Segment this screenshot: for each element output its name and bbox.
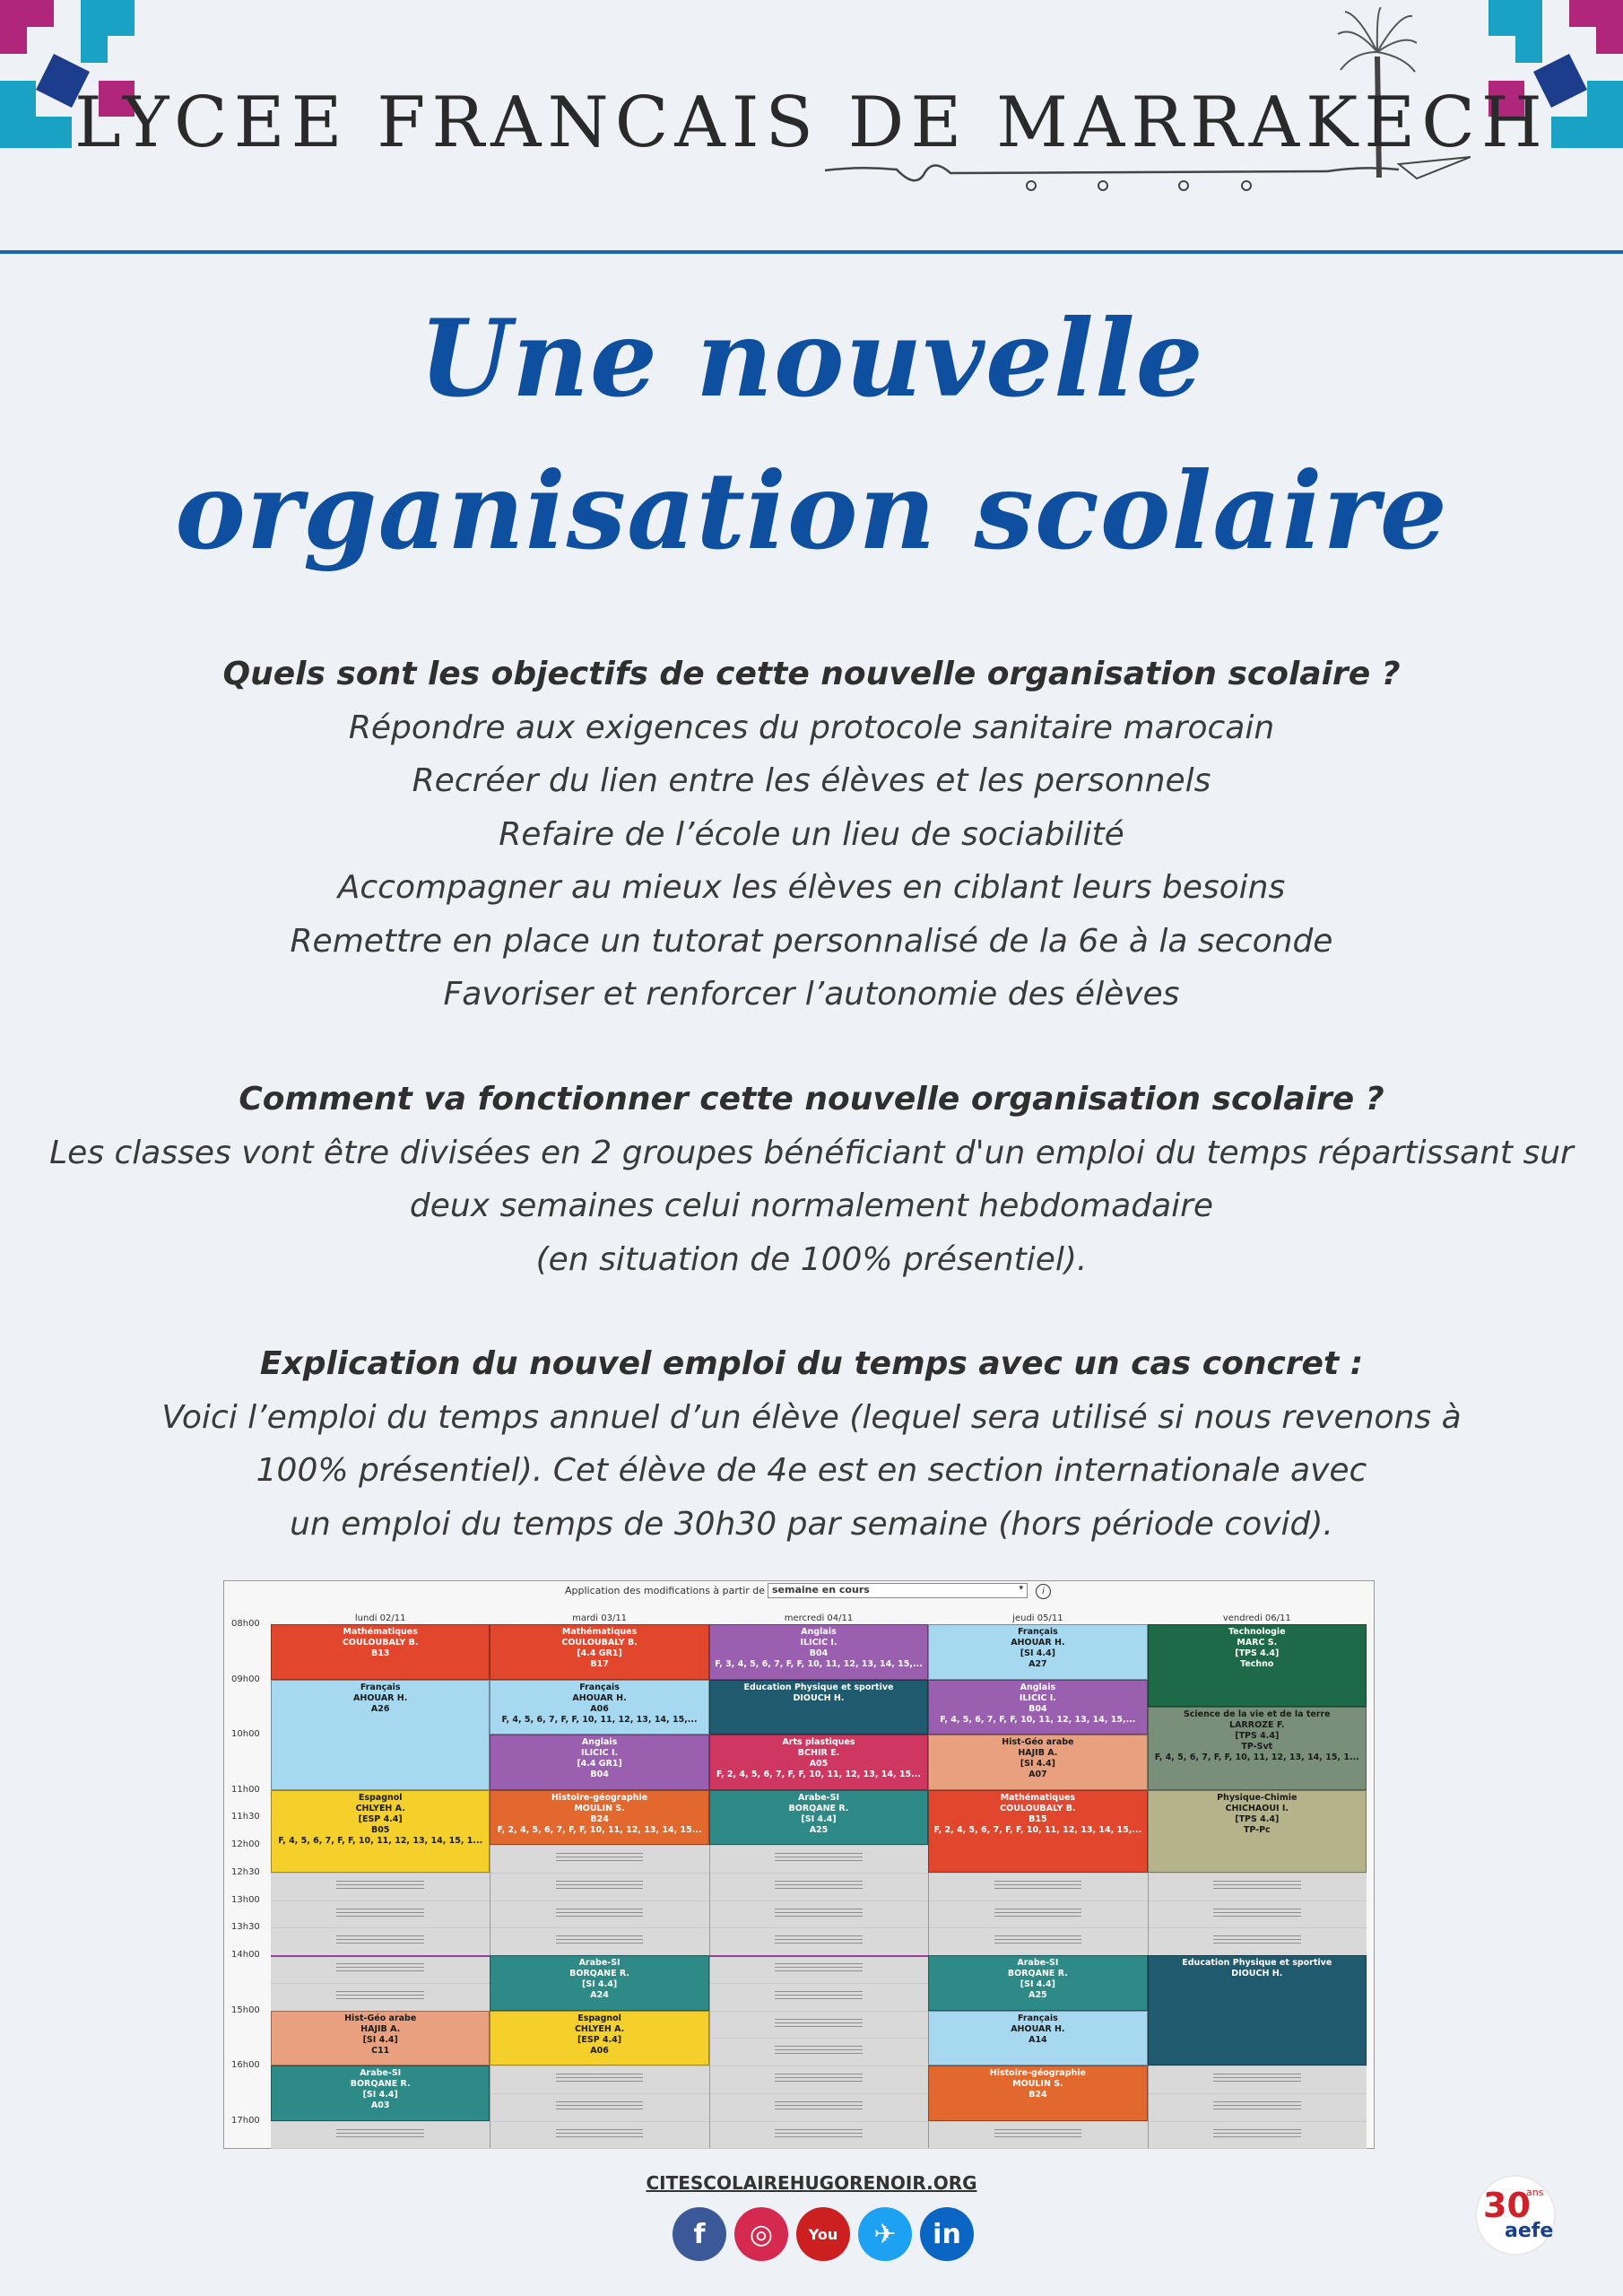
course-block-line: A03 [370,2100,390,2110]
course-block-line: BCHIR E. [797,1748,840,1758]
course-block-line: F, 3, 4, 5, 6, 7, F, F, 10, 11, 12, 13, 14, 15,... [715,1659,923,1669]
time-label: 12h30 [231,1866,260,1877]
course-block-line: A06 [590,2045,609,2056]
course-block-line: A24 [590,1990,609,2000]
decorative-flourish [825,148,1471,202]
time-label: 17h00 [231,2115,260,2126]
facebook-icon[interactable]: f [673,2207,726,2261]
empty-slot [1148,1927,1367,1955]
example-line: Voici l’emploi du temps annuel d’un élève (lequel sera utilisé si nous revenons à [161,1398,1462,1436]
time-label: 16h00 [231,2060,260,2070]
course-block-line: [SI 4.4] [362,2090,398,2100]
empty-slot [709,1983,928,2011]
course-block-line: LARROZE F. [1229,1720,1285,1731]
day-header: mardi 03/11 [572,1613,628,1623]
empty-slot [709,1927,928,1955]
course-block-line: B04 [590,1770,609,1779]
course-block[interactable] [1148,1790,1367,1873]
course-block-line: DIOUCH H. [793,1692,845,1703]
time-label: 08h00 [231,1619,260,1629]
course-block-line: HAJIB A. [1018,1748,1058,1758]
course-block-line: Hist-Géo arabe [1002,1737,1074,1747]
course-block-line: MOULIN S. [1012,2079,1063,2089]
logo-brand: aefe [1505,2220,1554,2242]
course-block-line: Arabe-SI [1017,1958,1059,1968]
empty-slot [1148,2066,1367,2093]
course-block[interactable] [928,1680,1147,1735]
course-block-line: A26 [370,1703,390,1714]
empty-slot [709,1955,928,1983]
empty-slot [490,1845,708,1873]
example-line: 100% présentiel). Cet élève de 4e est en section internationale avec [256,1452,1367,1489]
course-block-line: CHLYEH A. [574,2023,625,2034]
course-block[interactable] [928,1955,1147,2011]
objective-line: Répondre aux exigences du protocole sanitaire marocain [348,709,1275,746]
empty-slot [1148,1900,1367,1928]
course-block-line: DIOUCH H. [1231,1969,1283,1979]
twitter-icon[interactable]: ✈ [858,2207,912,2261]
course-block-line: Arabe-SI [360,2068,402,2078]
course-block-line: MARC S. [1237,1638,1278,1648]
course-block-line: B13 [370,1648,390,1658]
course-block-line: A14 [1028,2034,1047,2045]
course-block-line: Education Physique et sportive [743,1682,894,1692]
course-block-line: F, 2, 4, 5, 6, 7, F, F, 10, 11, 12, 13, 14, 15,... [933,1824,1142,1835]
course-block[interactable] [1148,1624,1367,1707]
objective-line: Accompagner au mieux les élèves en ciblant leurs besoins [337,869,1286,906]
course-block-line: Physique-Chimie [1217,1792,1298,1803]
course-block-line: Science de la vie et de la terre [1183,1709,1331,1720]
time-label: 13h00 [231,1894,260,1905]
course-block-line: TP-Svt [1241,1742,1273,1752]
time-label: 15h00 [231,2005,260,2015]
website-link[interactable]: CITESCOLAIREHUGORENOIR.ORG [646,2172,977,2194]
course-block-line: Technologie [1228,1627,1286,1637]
empty-slot [709,2093,928,2121]
course-block-line: Arabe-SI [797,1792,839,1803]
time-label: 11h00 [231,1784,260,1795]
course-block-line: ILICIC I. [581,1748,619,1758]
course-block-line: C11 [371,2045,390,2056]
course-block-line: [4.4 GR1] [577,1759,622,1769]
empty-slot [709,1900,928,1928]
course-block-line: [TPS 4.4] [1235,1648,1280,1658]
time-label: 14h00 [231,1950,260,1960]
course-block[interactable] [709,1790,928,1846]
school-name: LYCEE FRANCAIS DE MARRAKECH [74,83,1549,163]
course-block-line: AHOUAR H. [353,1692,408,1703]
course-block-line: Français [1018,1627,1058,1637]
course-block[interactable] [271,2011,490,2066]
course-block[interactable] [490,1735,708,1790]
course-block[interactable] [928,2066,1147,2121]
course-block-line: Mathématiques [561,1627,638,1637]
empty-slot [271,2121,490,2149]
empty-slot [1148,1873,1367,1900]
objective-line: Remettre en place un tutorat personnalisé de la 6e à la seconde [290,922,1333,960]
course-block[interactable] [490,2011,708,2066]
empty-slot [709,2121,928,2149]
course-block-line: A05 [809,1759,829,1769]
course-block[interactable] [271,1790,490,1873]
course-block-line: Education Physique et sportive [1182,1958,1332,1968]
course-block-line: Techno [1240,1659,1274,1669]
course-block-line: A06 [590,1703,609,1714]
course-block-line: [ESP 4.4] [577,2034,622,2045]
time-label: 13h30 [231,1922,260,1933]
course-block-line: [TPS 4.4] [1235,1731,1280,1742]
logo-ans: ans [1526,2187,1544,2198]
course-block[interactable] [490,1624,708,1680]
week-select-value: semaine en cours [772,1584,870,1596]
objective-line: Recréer du lien entre les élèves et les personnels [412,762,1211,799]
course-block-line: COULOUBALY B. [342,1638,419,1648]
course-block-line: B04 [809,1648,829,1658]
example-line: un emploi du temps de 30h30 par semaine (hors période covid). [290,1505,1333,1543]
timetable-grid [271,1624,1367,2148]
course-block[interactable] [709,1680,928,1735]
course-block-line: CHICHAOUI I. [1225,1803,1289,1813]
empty-slot [709,1845,928,1873]
course-block-line: Arabe-SI [578,1958,621,1968]
course-block[interactable] [490,1680,708,1735]
empty-slot [271,1955,490,1983]
course-block[interactable] [709,1735,928,1790]
objective-line: Favoriser et renforcer l’autonomie des élèves [443,976,1180,1013]
functioning-line: deux semaines celui normalement hebdomadaire [409,1187,1214,1224]
course-block-line: AHOUAR H. [1011,1638,1065,1648]
course-block-line: Français [360,1682,401,1692]
functioning-line: (en situation de 100% présentiel). [535,1240,1088,1278]
course-block-line: BORQANE R. [1007,1969,1068,1979]
empty-slot [709,2011,928,2039]
course-block-line: F, 4, 5, 6, 7, F, F, 10, 11, 12, 13, 14, 15, 1... [1154,1752,1359,1763]
course-block-line: A07 [1028,1770,1047,1779]
day-header: mercredi 04/11 [784,1613,854,1623]
course-block-line: TP-Pc [1243,1824,1271,1835]
course-block-line: Espagnol [577,2013,621,2023]
course-block[interactable] [1148,1955,1367,2066]
header-divider [0,250,1623,254]
empty-slot [709,2066,928,2093]
instagram-icon[interactable]: ◎ [734,2207,788,2261]
empty-slot [490,2121,708,2149]
course-block-line: B24 [1028,2090,1047,2100]
course-block-line: [SI 4.4] [1020,1759,1055,1769]
course-block-line: F, 2, 4, 5, 6, 7, F, F, 10, 11, 12, 13, 14, 15... [497,1824,702,1835]
empty-slot [1148,2121,1367,2149]
headline-line-2: organisation scolaire [175,448,1448,573]
course-block-line: B15 [1028,1813,1047,1824]
course-block-line: [4.4 GR1] [577,1648,622,1658]
course-block-line: CHLYEH A. [355,1803,405,1813]
info-icon[interactable]: i [1036,1584,1051,1599]
headline-line-1: Une nouvelle [419,296,1204,421]
day-header: jeudi 05/11 [1012,1613,1063,1623]
objectives-question: Quels sont les objectifs de cette nouvelle organisation scolaire ? [222,656,1401,692]
course-block-line: BORQANE R. [350,2079,411,2089]
course-block-line: Arts plastiques [782,1737,855,1747]
youtube-icon[interactable]: You [796,2207,850,2261]
course-block[interactable] [928,1790,1147,1873]
empty-slot [928,1927,1147,1955]
course-block[interactable] [271,1624,490,1680]
course-block-line: B05 [370,1824,390,1835]
course-block-line: [SI 4.4] [1020,1648,1055,1658]
course-block-line: [TPS 4.4] [1235,1813,1280,1824]
course-block-line: Espagnol [358,1792,403,1803]
functioning-question: Comment va fonctionner cette nouvelle organisation scolaire ? [239,1081,1384,1118]
course-block[interactable] [928,1735,1147,1790]
course-block[interactable] [271,1680,490,1790]
course-block-line: Hist-Géo arabe [344,2013,417,2023]
course-block-line: A25 [809,1824,829,1835]
course-block-line: AHOUAR H. [572,1692,627,1703]
example-section [0,1337,1623,1551]
empty-slot [490,1927,708,1955]
course-block-line: F, 2, 4, 5, 6, 7, F, F, 10, 11, 12, 13, 14, 15... [716,1770,921,1779]
aefe-30-ans-logo [1471,2170,1560,2269]
course-block-line: HAJIB A. [360,2023,401,2034]
empty-slot [490,2066,708,2093]
empty-slot [490,2093,708,2121]
course-block-line: Anglais [581,1737,618,1747]
course-block-line: A25 [1028,1990,1047,2000]
course-block-line: Français [579,1682,620,1692]
day-header: lundi 02/11 [354,1613,406,1623]
course-block-line: Mathématiques [343,1627,418,1637]
course-block-line: Mathématiques [1000,1792,1076,1803]
timetable [223,1580,1375,2149]
time-label: 09h00 [231,1674,260,1684]
course-block-line: A27 [1028,1659,1047,1669]
logo-number: 30 [1483,2186,1531,2225]
course-block-line: BORQANE R. [569,1969,630,1979]
empty-slot [928,1900,1147,1928]
course-block-line: ILICIC I. [1019,1692,1056,1703]
course-block[interactable] [928,2011,1147,2066]
course-block-line: [SI 4.4] [362,2034,398,2045]
empty-slot [928,2121,1147,2149]
course-block-line: Histoire-géographie [989,2068,1086,2078]
empty-slot [928,1873,1147,1900]
course-block[interactable] [490,1955,708,2011]
course-block-line: Français [1018,2013,1058,2023]
course-block-line: [SI 4.4] [1020,1979,1055,1989]
course-block-line: Anglais [1020,1682,1056,1692]
objective-line: Refaire de l’école un lieu de sociabilité [499,815,1124,853]
course-block[interactable] [709,1624,928,1680]
objectives-section [0,648,1623,1022]
course-block[interactable] [490,1790,708,1846]
course-block-line: AHOUAR H. [1011,2023,1065,2034]
empty-slot [271,1983,490,2011]
day-header: vendredi 06/11 [1222,1613,1291,1623]
course-block-line: B04 [1028,1703,1047,1714]
course-block-line: F, 4, 5, 6, 7, F, F, 10, 11, 12, 13, 14, 15,... [501,1714,698,1725]
time-label: 10h00 [231,1729,260,1739]
course-block-line: [SI 4.4] [581,1979,618,1989]
empty-slot [709,2038,928,2066]
course-block-line: COULOUBALY B. [561,1638,638,1648]
empty-slot [271,1873,490,1900]
empty-slot [271,1927,490,1955]
course-block-line: B24 [590,1813,609,1824]
example-question: Explication du nouvel emploi du temps avec un cas concret : [259,1345,1364,1382]
course-block[interactable] [928,1624,1147,1680]
empty-slot [490,1900,708,1928]
apply-label: Application des modifications à partir de [565,1585,766,1596]
empty-slot [271,1900,490,1928]
course-block[interactable] [271,2066,490,2121]
course-block-line: [SI 4.4] [801,1813,837,1824]
functioning-line: Les classes vont être divisées en 2 groupes bénéficiant d'un emploi du temps répartissant sur [49,1134,1574,1171]
week-select[interactable] [768,1583,1028,1598]
linkedin-icon[interactable]: in [920,2207,974,2261]
course-block-line: MOULIN S. [574,1803,625,1813]
functioning-section [0,1073,1623,1286]
course-block-line: B17 [590,1659,609,1669]
time-label: 11h30 [231,1812,260,1822]
course-block-line: Histoire-géographie [551,1792,648,1803]
chevron-down-icon: ▾ [1019,1584,1023,1593]
course-block[interactable] [1148,1707,1367,1789]
course-block-line: F, 4, 5, 6, 7, F, F, 10, 11, 12, 13, 14, 15, 1... [278,1835,483,1846]
course-block-line: ILICIC I. [800,1638,838,1648]
course-block-line: [ESP 4.4] [358,1813,403,1824]
course-block-line: Anglais [801,1627,837,1637]
time-label: 12h00 [231,1839,260,1849]
course-block-line: BORQANE R. [788,1803,849,1813]
social-links [673,2207,974,2263]
empty-slot [1148,2093,1367,2121]
empty-slot [490,1873,708,1900]
empty-slot [709,1873,928,1900]
course-block-line: COULOUBALY B. [1000,1803,1076,1813]
course-block-line: F, 4, 5, 6, 7, F, F, 10, 11, 12, 13, 14, 15,... [940,1714,1136,1725]
